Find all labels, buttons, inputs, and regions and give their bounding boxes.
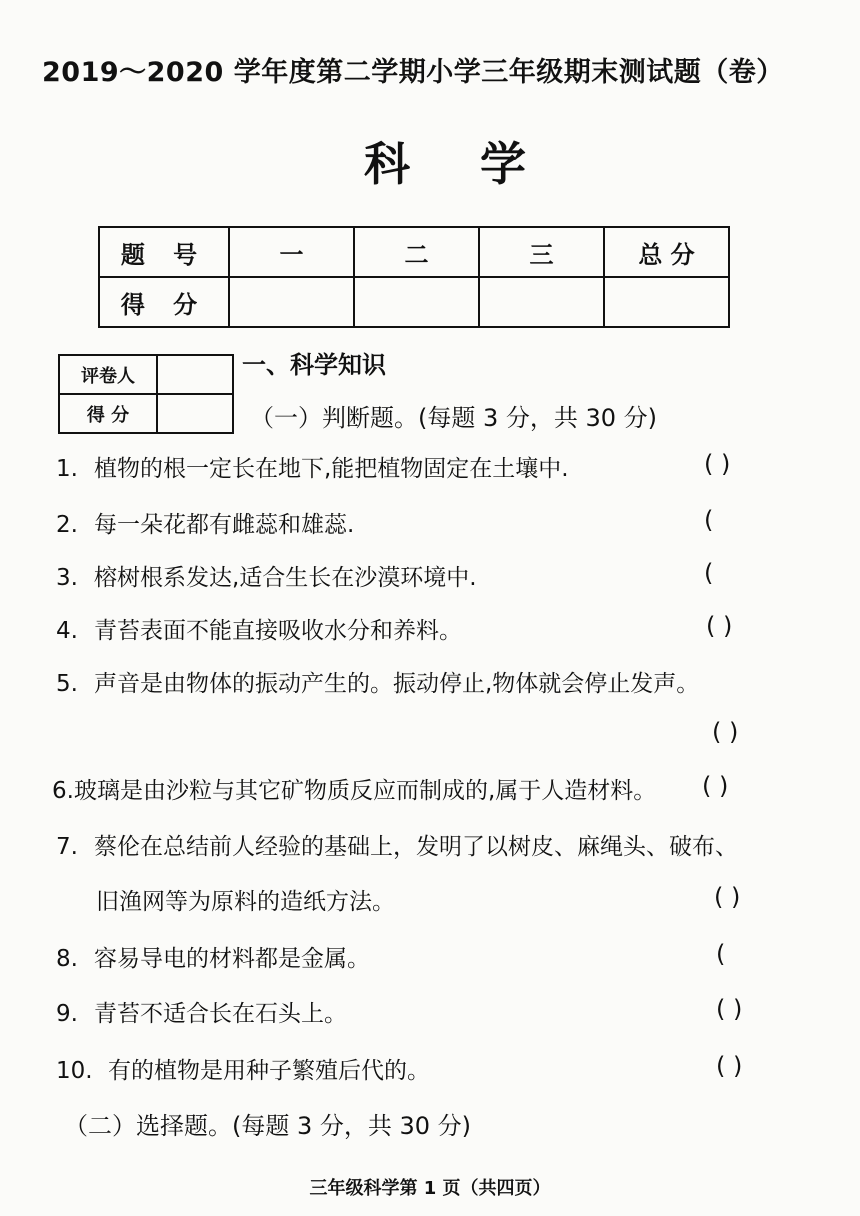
- answer-paren-1[interactable]: ( ): [704, 450, 731, 478]
- answer-paren-10[interactable]: ( ): [716, 1052, 743, 1080]
- score-table: [98, 226, 730, 328]
- question-number: 7.: [56, 834, 78, 860]
- score-table-col-1: 一: [229, 227, 354, 277]
- score-table-header-row: [99, 227, 729, 277]
- part2-title: （二）选择题。(每题 3 分，共 30 分): [64, 1112, 472, 1140]
- part1-title: （一）判断题。(每题 3 分，共 30 分): [250, 404, 658, 432]
- question-6: [52, 772, 656, 805]
- question-8: [56, 940, 370, 973]
- exam-title: 2019～2020 学年度第二学期小学三年级期末测试题（卷）: [42, 57, 784, 88]
- answer-paren-3[interactable]: (: [704, 559, 714, 587]
- score-table-col-total: 总 分: [604, 227, 729, 277]
- question-number: 6.: [52, 778, 74, 804]
- question-number: 2.: [56, 512, 78, 538]
- page-footer: 三年级科学第 1 页（共四页）: [309, 1178, 551, 1199]
- question-4: [56, 612, 462, 645]
- answer-paren-4[interactable]: ( ): [706, 612, 733, 640]
- score-cell-total[interactable]: [604, 277, 729, 327]
- answer-paren-8[interactable]: (: [716, 940, 726, 968]
- score-cell-2[interactable]: [354, 277, 479, 327]
- question-text: 声音是由物体的振动产生的。振动停止,物体就会停止发声。: [94, 671, 700, 697]
- question-number: 10.: [56, 1058, 93, 1084]
- score-table-label-question: 题 号: [99, 227, 229, 277]
- score-table-score-row: [99, 277, 729, 327]
- question-text: 每一朵花都有雌蕊和雄蕊.: [94, 512, 355, 538]
- grader-reviewer-cell[interactable]: [157, 355, 233, 394]
- question-number: 1.: [56, 456, 78, 482]
- question-text: 植物的根一定长在地下,能把植物固定在土壤中.: [94, 456, 569, 482]
- question-3: [56, 559, 477, 592]
- score-table-label-score: 得 分: [99, 277, 229, 327]
- question-number: 5.: [56, 671, 78, 697]
- question-text: 玻璃是由沙粒与其它矿物质反应而制成的,属于人造材料。: [73, 778, 657, 804]
- answer-paren-7[interactable]: ( ): [714, 883, 741, 911]
- score-table-col-3: 三: [479, 227, 604, 277]
- grader-score-cell[interactable]: [157, 394, 233, 433]
- question-7-continued: [96, 883, 395, 916]
- question-5: [56, 665, 699, 698]
- question-2: [56, 506, 354, 539]
- answer-paren-2[interactable]: (: [704, 506, 714, 534]
- grader-box: [58, 354, 234, 434]
- question-text: 有的植物是用种子繁殖后代的。: [108, 1058, 430, 1084]
- question-number: 9.: [56, 1001, 78, 1027]
- question-text: 容易导电的材料都是金属。: [94, 946, 370, 972]
- question-number: 3.: [56, 565, 78, 591]
- answer-paren-5[interactable]: ( ): [712, 718, 739, 746]
- question-7: [56, 828, 738, 861]
- question-text: 蔡伦在总结前人经验的基础上，发明了以树皮、麻绳头、破布、: [94, 834, 738, 860]
- score-cell-1[interactable]: [229, 277, 354, 327]
- grader-score-label: 得 分: [59, 394, 157, 433]
- question-text: 榕树根系发达,适合生长在沙漠环境中.: [94, 565, 477, 591]
- grader-reviewer-label: 评卷人: [59, 355, 157, 394]
- subject-title: 科学: [364, 137, 596, 191]
- question-1: [56, 450, 569, 483]
- question-10: [56, 1052, 430, 1085]
- score-table-col-2: 二: [354, 227, 479, 277]
- question-number: 4.: [56, 618, 78, 644]
- question-number: 8.: [56, 946, 78, 972]
- answer-paren-6[interactable]: ( ): [702, 772, 729, 800]
- section-title: 一、科学知识: [242, 351, 386, 379]
- score-cell-3[interactable]: [479, 277, 604, 327]
- answer-paren-9[interactable]: ( ): [716, 995, 743, 1023]
- question-text: 青苔表面不能直接吸收水分和养料。: [94, 618, 462, 644]
- question-9: [56, 995, 347, 1028]
- question-text: 旧渔网等为原料的造纸方法。: [96, 889, 395, 915]
- question-text: 青苔不适合长在石头上。: [94, 1001, 347, 1027]
